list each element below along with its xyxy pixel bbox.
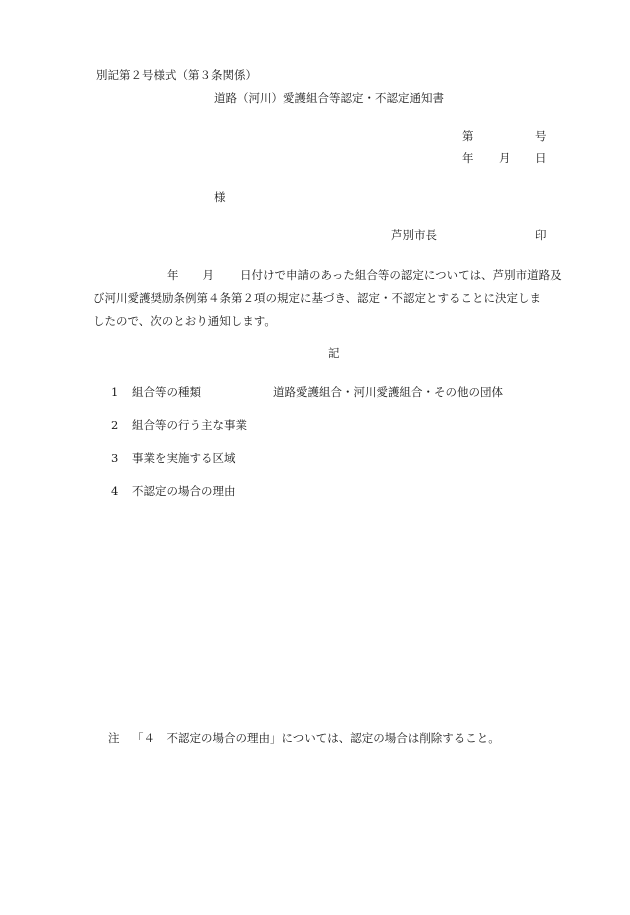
body-year: 年 [167,268,179,282]
issuer-seal: 印 [535,228,547,242]
item-2-label: 組合等の行う主な事業 [132,418,247,432]
date-day: 日 [535,151,547,165]
note-text: 「４ 不認定の場合の理由」については、認定の場合は削除すること。 [132,731,500,745]
form-number: 別記第２号様式（第３条関係） [96,68,257,82]
item-1-value: 道路愛護組合・河川愛護組合・その他の団体 [273,385,503,399]
doc-number-dai: 第 [462,129,474,143]
item-3-number: 3 [111,451,119,465]
date-year: 年 [462,151,474,165]
body-line-1 [93,264,562,287]
item-1-label: 組合等の種類 [132,385,201,399]
item-2-number: 2 [111,418,119,432]
note-label: 注 [108,731,120,745]
doc-number-go: 号 [535,129,547,143]
issuer-name: 芦別市長 [391,228,437,242]
record-heading: 記 [328,346,340,360]
document-title: 道路（河川）愛護組合等認定・不認定通知書 [214,91,444,105]
body-paragraph [93,264,562,333]
item-1-number: 1 [111,385,119,399]
body-line-2: び河川愛護奨励条例第４条第２項の規定に基づき、認定・不認定とすることに決定しま [93,291,542,305]
body-month: 月 [202,268,214,282]
item-4-label: 不認定の場合の理由 [132,484,236,498]
body-line-1-rest: 日付けで申請のあった組合等の認定については、芦別市道路及 [240,268,562,282]
date-month: 月 [499,151,511,165]
item-4-number: 4 [111,484,119,498]
item-3-label: 事業を実施する区域 [132,451,236,465]
body-line-3: したので、次のとおり通知します。 [93,314,276,328]
addressee-sama: 様 [214,190,226,204]
